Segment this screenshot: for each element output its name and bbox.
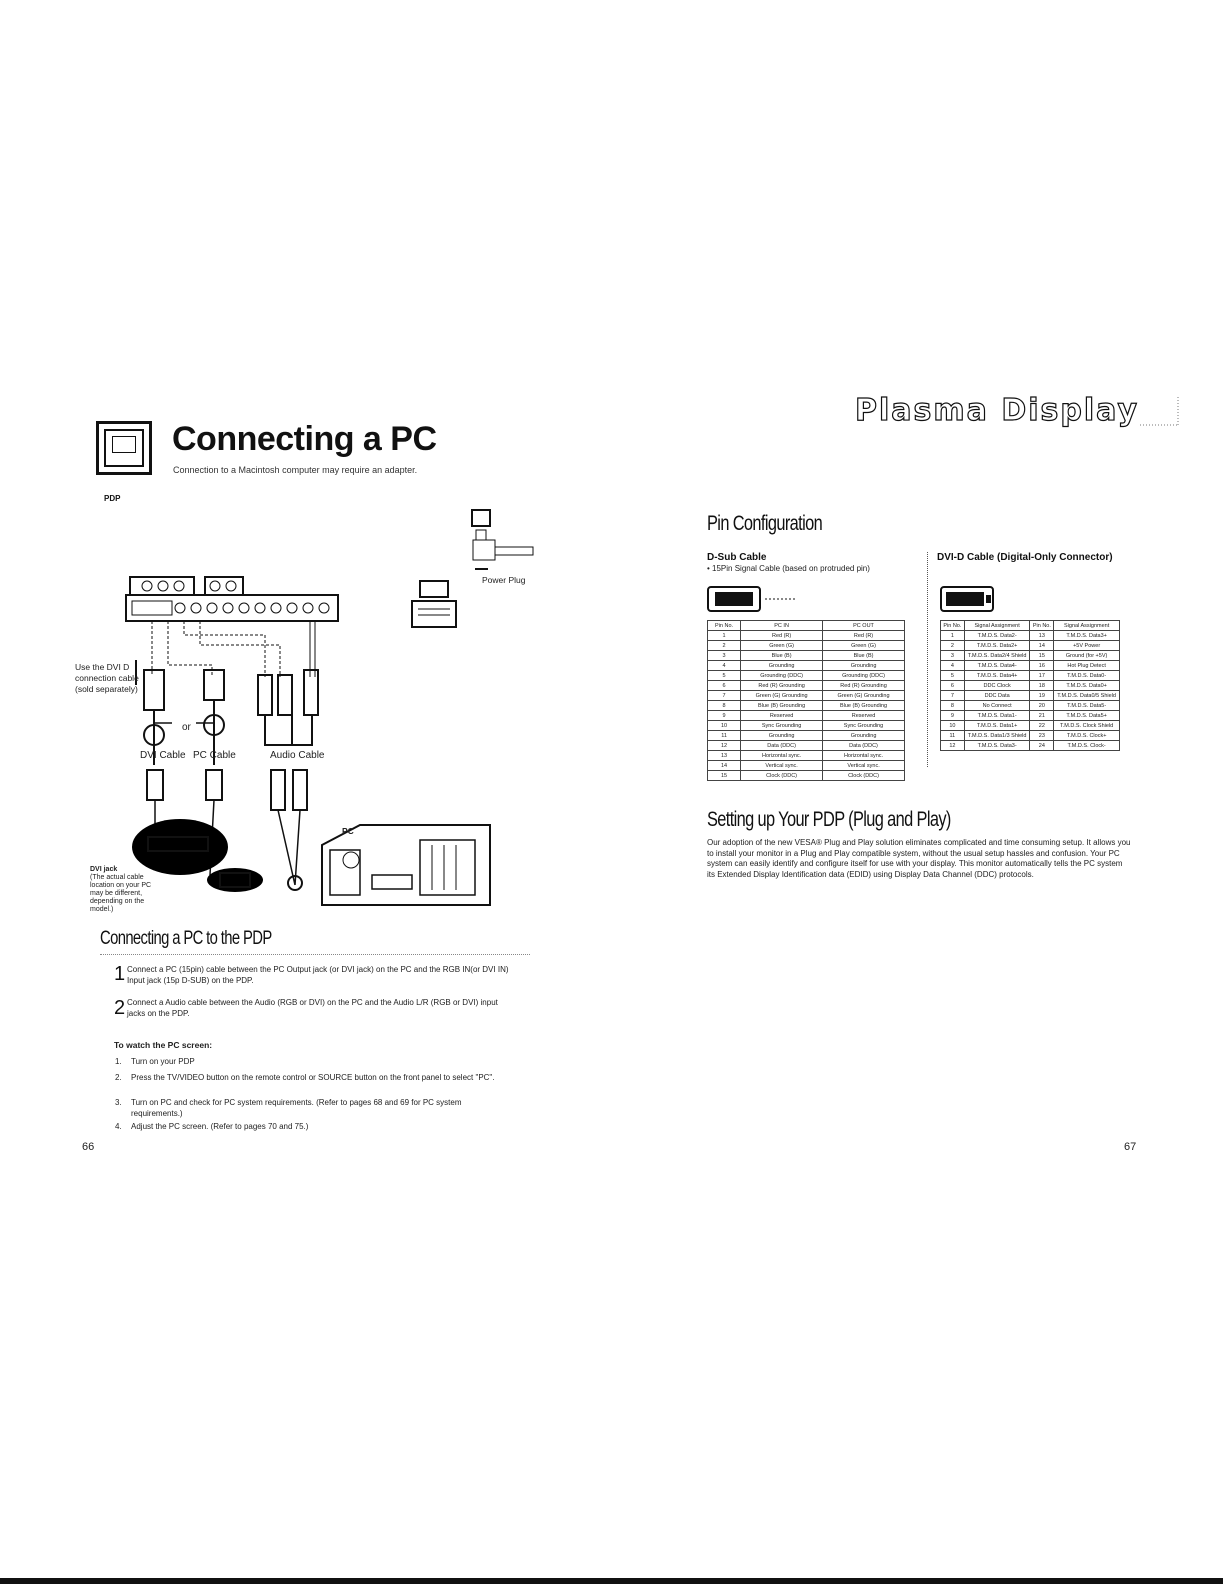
- table-row: 3 T.M.D.S. Data2/4 Shield 15 Ground (for +5V): [941, 651, 1120, 661]
- step-text: Connect a Audio cable between the Audio (RGB or DVI) on the PC and the Audio L/R (RGB or DVI) input jacks on the PDP.: [127, 998, 498, 1018]
- page-subtitle: Connection to a Macintosh computer may require an adapter.: [173, 465, 418, 475]
- page-number-left: 66: [82, 1141, 95, 1153]
- watch-step-text: Adjust the PC screen. (Refer to pages 70 and 75.): [131, 1122, 309, 1131]
- table-row: 2 T.M.D.S. Data2+ 14 +5V Power: [941, 641, 1120, 651]
- table-row: 10 T.M.D.S. Data1+ 22 T.M.D.S. Clock Shield: [941, 721, 1120, 731]
- use-dvi-note-line: Use the DVI D: [75, 662, 130, 672]
- connection-diagram: [60, 505, 580, 925]
- table-row: 9 T.M.D.S. Data1- 21 T.M.D.S. Data5+: [941, 711, 1120, 721]
- table-row: 6 Red (R) Grounding Red (R) Grounding: [708, 681, 905, 691]
- table-row: 1 Red (R) Red (R): [708, 631, 905, 641]
- table-row: 12 Data (DDC) Data (DDC): [708, 741, 905, 751]
- watch-step-number: 2.: [115, 1073, 122, 1082]
- table-row: 7 DDC Data 19 T.M.D.S. Data0/5 Shield: [941, 691, 1120, 701]
- dsub-pin-table: [707, 620, 905, 781]
- page-title: Connecting a PC: [172, 420, 437, 458]
- pc-tower: [322, 825, 490, 905]
- watch-step-number: 3.: [115, 1098, 122, 1107]
- table-header: Signal Assignment: [964, 621, 1030, 631]
- use-dvi-note-line: (sold separately): [75, 684, 138, 694]
- watch-step-text: Turn on your PDP: [131, 1057, 195, 1066]
- table-row: 11 Grounding Grounding: [708, 731, 905, 741]
- pdp-label: PDP: [104, 494, 121, 503]
- table-row: 10 Sync Grounding Sync Grounding: [708, 721, 905, 731]
- table-row: 13 Horizontal sync. Horizontal sync.: [708, 751, 905, 761]
- audio-cable-label: Audio Cable: [270, 750, 325, 761]
- table-row: 3 Blue (B) Blue (B): [708, 651, 905, 661]
- use-dvi-note-line: connection cable: [75, 673, 139, 683]
- pdp-rear-panel: [126, 595, 338, 621]
- dvi-heading: DVI-D Cable (Digital-Only Connector): [937, 552, 1113, 563]
- section-title-connecting: Connecting a PC to the PDP: [100, 928, 272, 949]
- table-row: 11 T.M.D.S. Data1/3 Shield 23 T.M.D.S. Clock+: [941, 731, 1120, 741]
- table-row: 15 Clock (DDC) Clock (DDC): [708, 771, 905, 781]
- remote-panel-icon: [412, 601, 456, 627]
- table-row: 6 DDC Clock 18 T.M.D.S. Data0+: [941, 681, 1120, 691]
- dvi-jack-note-line: depending on the: [90, 898, 145, 905]
- dvi-jack-note-line: location on your PC: [90, 882, 152, 889]
- table-row: 9 Reserved Reserved: [708, 711, 905, 721]
- pnp-text: Our adoption of the new VESA® Plug and Play solution eliminates complicated and time consuming setup. It allows you to install your monitor in a Plug and Play compatible system, without the usual setup hassles and confusion. Your PC system can easily identify and configure itself for use with your display. This monitor automatically tells the PC system its Extended Display Identification data (EDID) using Display Data Channel (DDC) protocols.: [707, 838, 1131, 879]
- power-plug-icon: [473, 540, 495, 560]
- watch-heading: To watch the PC screen:: [114, 1040, 213, 1050]
- table-row: 12 T.M.D.S. Data3- 24 T.M.D.S. Clock-: [941, 741, 1120, 751]
- table-header: Signal Assignment: [1054, 621, 1120, 631]
- watch-step-text: Turn on PC and check for PC system requirements. (Refer to pages 68 and 69 for PC system requirements.): [131, 1098, 462, 1118]
- dvi-jack-note-line: model.): [90, 906, 114, 913]
- panel-jacks: [132, 581, 329, 615]
- power-plug-label: Power Plug: [482, 575, 526, 585]
- step-number: 2: [114, 997, 126, 1019]
- pin-config-title: Pin Configuration: [707, 512, 823, 535]
- dvi-connector-icon: [940, 586, 1000, 614]
- watch-step-number: 4.: [115, 1122, 122, 1131]
- dsub-heading: D-Sub Cable: [707, 552, 767, 563]
- table-header: Pin No.: [1030, 621, 1054, 631]
- table-row: 4 Grounding Grounding: [708, 661, 905, 671]
- or-label: or: [182, 722, 191, 733]
- dsub-connector-icon: [707, 586, 797, 612]
- table-header: Pin No.: [708, 621, 741, 631]
- corner-mark: [1130, 395, 1190, 435]
- dvi-jack-note-line: may be different,: [90, 890, 143, 897]
- dvi-jack-note-line: (The actual cable: [90, 874, 144, 881]
- watch-step-text: Press the TV/VIDEO button on the remote control or SOURCE button on the front panel to select "PC".: [131, 1073, 495, 1082]
- table-header: PC IN: [741, 621, 823, 631]
- table-header: PC OUT: [823, 621, 905, 631]
- table-row: 14 Vertical sync. Vertical sync.: [708, 761, 905, 771]
- column-divider: [927, 552, 928, 767]
- table-row: 8 Blue (B) Grounding Blue (B) Grounding: [708, 701, 905, 711]
- table-row: 4 T.M.D.S. Data4- 16 Hot Plug Detect: [941, 661, 1120, 671]
- pnp-title: Setting up Your PDP (Plug and Play): [707, 808, 951, 831]
- table-row: 5 T.M.D.S. Data4+ 17 T.M.D.S. Data0-: [941, 671, 1120, 681]
- table-row: 7 Green (G) Grounding Green (G) Grounding: [708, 691, 905, 701]
- pc-connection-icon: [96, 421, 152, 475]
- table-row: 2 Green (G) Green (G): [708, 641, 905, 651]
- step-number: 1: [114, 963, 126, 985]
- page-number-right: 67: [1124, 1141, 1137, 1153]
- dvi-jack-label: DVI jack: [90, 866, 118, 873]
- section-divider: [100, 954, 530, 955]
- step-text: Connect a PC (15pin) cable between the PC Output jack (or DVI jack) on the PC and the RGB IN(or DVI IN) Input jack (15p D-SUB) on the PDP.: [127, 965, 509, 985]
- brand-logo: Plasma Display: [855, 393, 1139, 428]
- dsub-note: • 15Pin Signal Cable (based on protruded pin): [707, 564, 870, 573]
- table-row: 1 T.M.D.S. Data2- 13 T.M.D.S. Data3+: [941, 631, 1120, 641]
- watch-step-number: 1.: [115, 1057, 122, 1066]
- panel-icon: [420, 581, 448, 597]
- pc-label: PC: [342, 826, 354, 836]
- pc-cable-label: PC Cable: [193, 750, 236, 761]
- power-jack-icon: [472, 510, 490, 526]
- table-row: 8 No Connect 20 T.M.D.S. Data5-: [941, 701, 1120, 711]
- scan-edge: [0, 1578, 1223, 1584]
- table-row: 5 Grounding (DDC) Grounding (DDC): [708, 671, 905, 681]
- dvi-cable-label: DVI Cable: [140, 750, 186, 761]
- dvi-pin-table: [940, 620, 1120, 751]
- table-header: Pin No.: [941, 621, 965, 631]
